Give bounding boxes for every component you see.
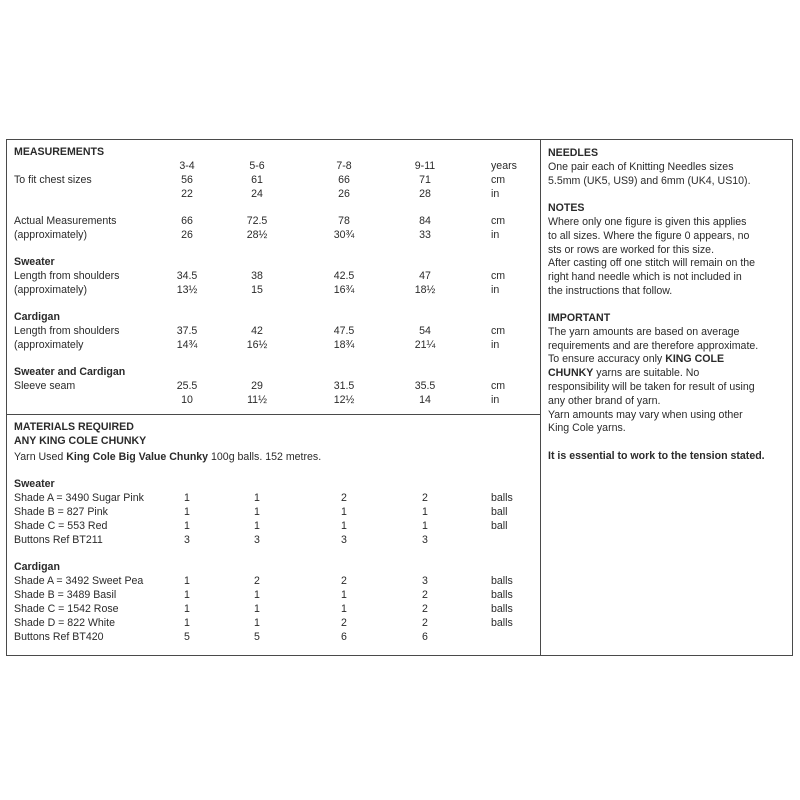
cell: 1 [184,575,190,587]
notes-line: the instructions that follow. [548,285,673,297]
cell: 1 [341,506,347,518]
important-line: Yarn amounts may vary when using other [548,409,743,421]
unit: cm [491,174,506,186]
material-label: Shade C = 1542 Rose [14,603,119,615]
row-label: (approximately) [14,284,88,296]
row-label: To fit chest sizes [14,174,92,186]
cell: 1 [184,492,190,504]
important-text: yarns are suitable. No [593,367,700,379]
notes-line: Where only one figure is given this applies [548,216,747,228]
sweater-heading: Sweater [14,478,55,490]
cell: 3 [422,534,428,546]
cell: 14 [419,394,431,406]
cell: 1 [184,506,190,518]
cell: 13½ [176,284,198,296]
cell: 11½ [247,394,267,406]
material-label: Shade D = 822 White [14,617,115,629]
row-heading: Sweater [14,256,55,268]
unit: balls [491,589,513,601]
cell: 2 [341,575,347,587]
materials-subtitle: ANY KING COLE CHUNKY [14,435,147,447]
row-label: (approximately [14,339,84,351]
unit: balls [491,603,513,615]
important-line [548,352,724,366]
cell: 33 [419,229,431,241]
cell: 35.5 [414,380,436,392]
unit: balls [491,617,513,629]
cell: 37.5 [176,325,198,337]
material-label: Buttons Ref BT211 [14,534,103,546]
important-line [548,366,699,380]
cell: 18¾ [333,339,355,351]
cell: 78 [338,215,350,227]
cell: 6 [422,631,428,643]
cell: 6 [341,631,347,643]
cell: 5 [254,631,260,643]
unit: balls [491,492,513,504]
unit: in [491,339,500,351]
cell: 5 [184,631,190,643]
important-line: King Cole yarns. [548,422,626,434]
cell: 14¾ [176,339,198,351]
cell: 1 [254,617,260,629]
unit: cm [491,325,506,337]
notes-line: right hand needle which is not included in [548,271,742,283]
cell: 1 [254,492,260,504]
size-header: 3-4 [179,160,195,172]
cell: 84 [419,215,431,227]
unit: in [491,188,500,200]
cell: 28½ [246,229,268,241]
cell: 3 [341,534,347,546]
cell: 26 [181,229,193,241]
tension-note: It is essential to work to the tension stated. [548,450,765,462]
cell: 2 [422,617,428,629]
needles-line: 5.5mm (UK5, US9) and 6mm (UK4, US10). [548,175,751,187]
cell: 1 [254,589,260,601]
row-heading: Cardigan [14,311,60,323]
cell: 1 [341,520,347,532]
size-header: 9-11 [414,160,436,172]
important-line: responsibility will be taken for result of using [548,381,755,393]
cell: 28 [419,188,431,200]
cell: 66 [181,215,193,227]
cell: 3 [254,534,260,546]
cell: 3 [184,534,190,546]
material-label: Shade C = 553 Red [14,520,108,532]
cell: 16¾ [333,284,355,296]
row-label: (approximately) [14,229,88,241]
cell: 1 [254,506,260,518]
material-label: Shade A = 3490 Sugar Pink [14,492,144,504]
unit: cm [491,215,506,227]
cell: 66 [338,174,350,186]
cell: 24 [251,188,263,200]
cell: 1 [184,589,190,601]
cell: 47.5 [333,325,355,337]
cell: 72.5 [246,215,268,227]
unit: ball [491,520,508,532]
cell: 1 [184,617,190,629]
cell: 1 [341,603,347,615]
brand-name: KING COLE [665,353,725,365]
cell: 42 [251,325,263,337]
cell: 1 [184,603,190,615]
section-divider [6,414,541,415]
cell: 18½ [414,284,436,296]
important-text: To ensure accuracy only [548,353,666,365]
cell: 42.5 [333,270,355,282]
unit: balls [491,575,513,587]
unit: in [491,394,500,406]
measurements-title: MEASUREMENTS [14,146,105,158]
cell: 54 [419,325,431,337]
row-label: Sleeve seam [14,380,76,392]
cell: 15 [251,284,263,296]
important-title: IMPORTANT [548,312,611,324]
cell: 10 [181,394,193,406]
cell: 1 [254,603,260,615]
unit: in [491,229,500,241]
material-label: Shade B = 3489 Basil [14,589,117,601]
cell: 1 [254,520,260,532]
cell: 61 [251,174,263,186]
needles-title: NEEDLES [548,147,599,159]
cell: 1 [422,520,428,532]
cell: 2 [422,492,428,504]
materials-title: MATERIALS REQUIRED [14,421,134,433]
yarn-suffix: 100g balls. 152 metres. [208,451,322,463]
needles-line: One pair each of Knitting Needles sizes [548,161,734,173]
cell: 56 [181,174,193,186]
cell: 22 [181,188,193,200]
brand-name: CHUNKY [548,367,594,379]
unit: in [491,284,500,296]
material-label: Shade B = 827 Pink [14,506,108,518]
size-header: 7-8 [336,160,352,172]
row-label: Length from shoulders [14,270,120,282]
cell: 2 [422,589,428,601]
cell: 12½ [333,394,355,406]
cell: 2 [341,492,347,504]
cell: 1 [422,506,428,518]
cell: 1 [341,589,347,601]
cell: 47 [419,270,431,282]
unit: cm [491,380,506,392]
cell: 31.5 [333,380,355,392]
cell: 2 [341,617,347,629]
important-line: any other brand of yarn. [548,395,661,407]
cell: 34.5 [176,270,198,282]
notes-line: After casting off one stitch will remain on the [548,257,756,269]
yarn-used-line [14,451,321,464]
notes-line: to all sizes. Where the figure 0 appears, no [548,230,750,242]
cell: 29 [251,380,263,392]
unit: cm [491,270,506,282]
size-header: 5-6 [249,160,265,172]
yarn-prefix: Yarn Used [14,451,67,463]
row-label: Actual Measurements [14,215,117,227]
cell: 30¾ [333,229,355,241]
cell: 16½ [246,339,268,351]
cell: 71 [419,174,431,186]
row-heading: Sweater and Cardigan [14,366,126,378]
column-divider [540,139,541,656]
cardigan-heading: Cardigan [14,561,60,573]
material-label: Buttons Ref BT420 [14,631,104,643]
material-label: Shade A = 3492 Sweet Pea [14,575,144,587]
cell: 3 [422,575,428,587]
cell: 25.5 [176,380,198,392]
cell: 2 [422,603,428,615]
important-line: requirements and are therefore approximate. [548,340,759,352]
cell: 26 [338,188,350,200]
row-label: Length from shoulders [14,325,120,337]
cell: 38 [251,270,263,282]
notes-line: sts or rows are worked for this size. [548,244,715,256]
important-line: The yarn amounts are based on average [548,326,740,338]
notes-title: NOTES [548,202,585,214]
size-unit: years [491,160,517,172]
unit: ball [491,506,508,518]
yarn-name: King Cole Big Value Chunky [66,451,209,463]
cell: 2 [254,575,260,587]
cell: 1 [184,520,190,532]
cell: 21¼ [414,339,436,351]
